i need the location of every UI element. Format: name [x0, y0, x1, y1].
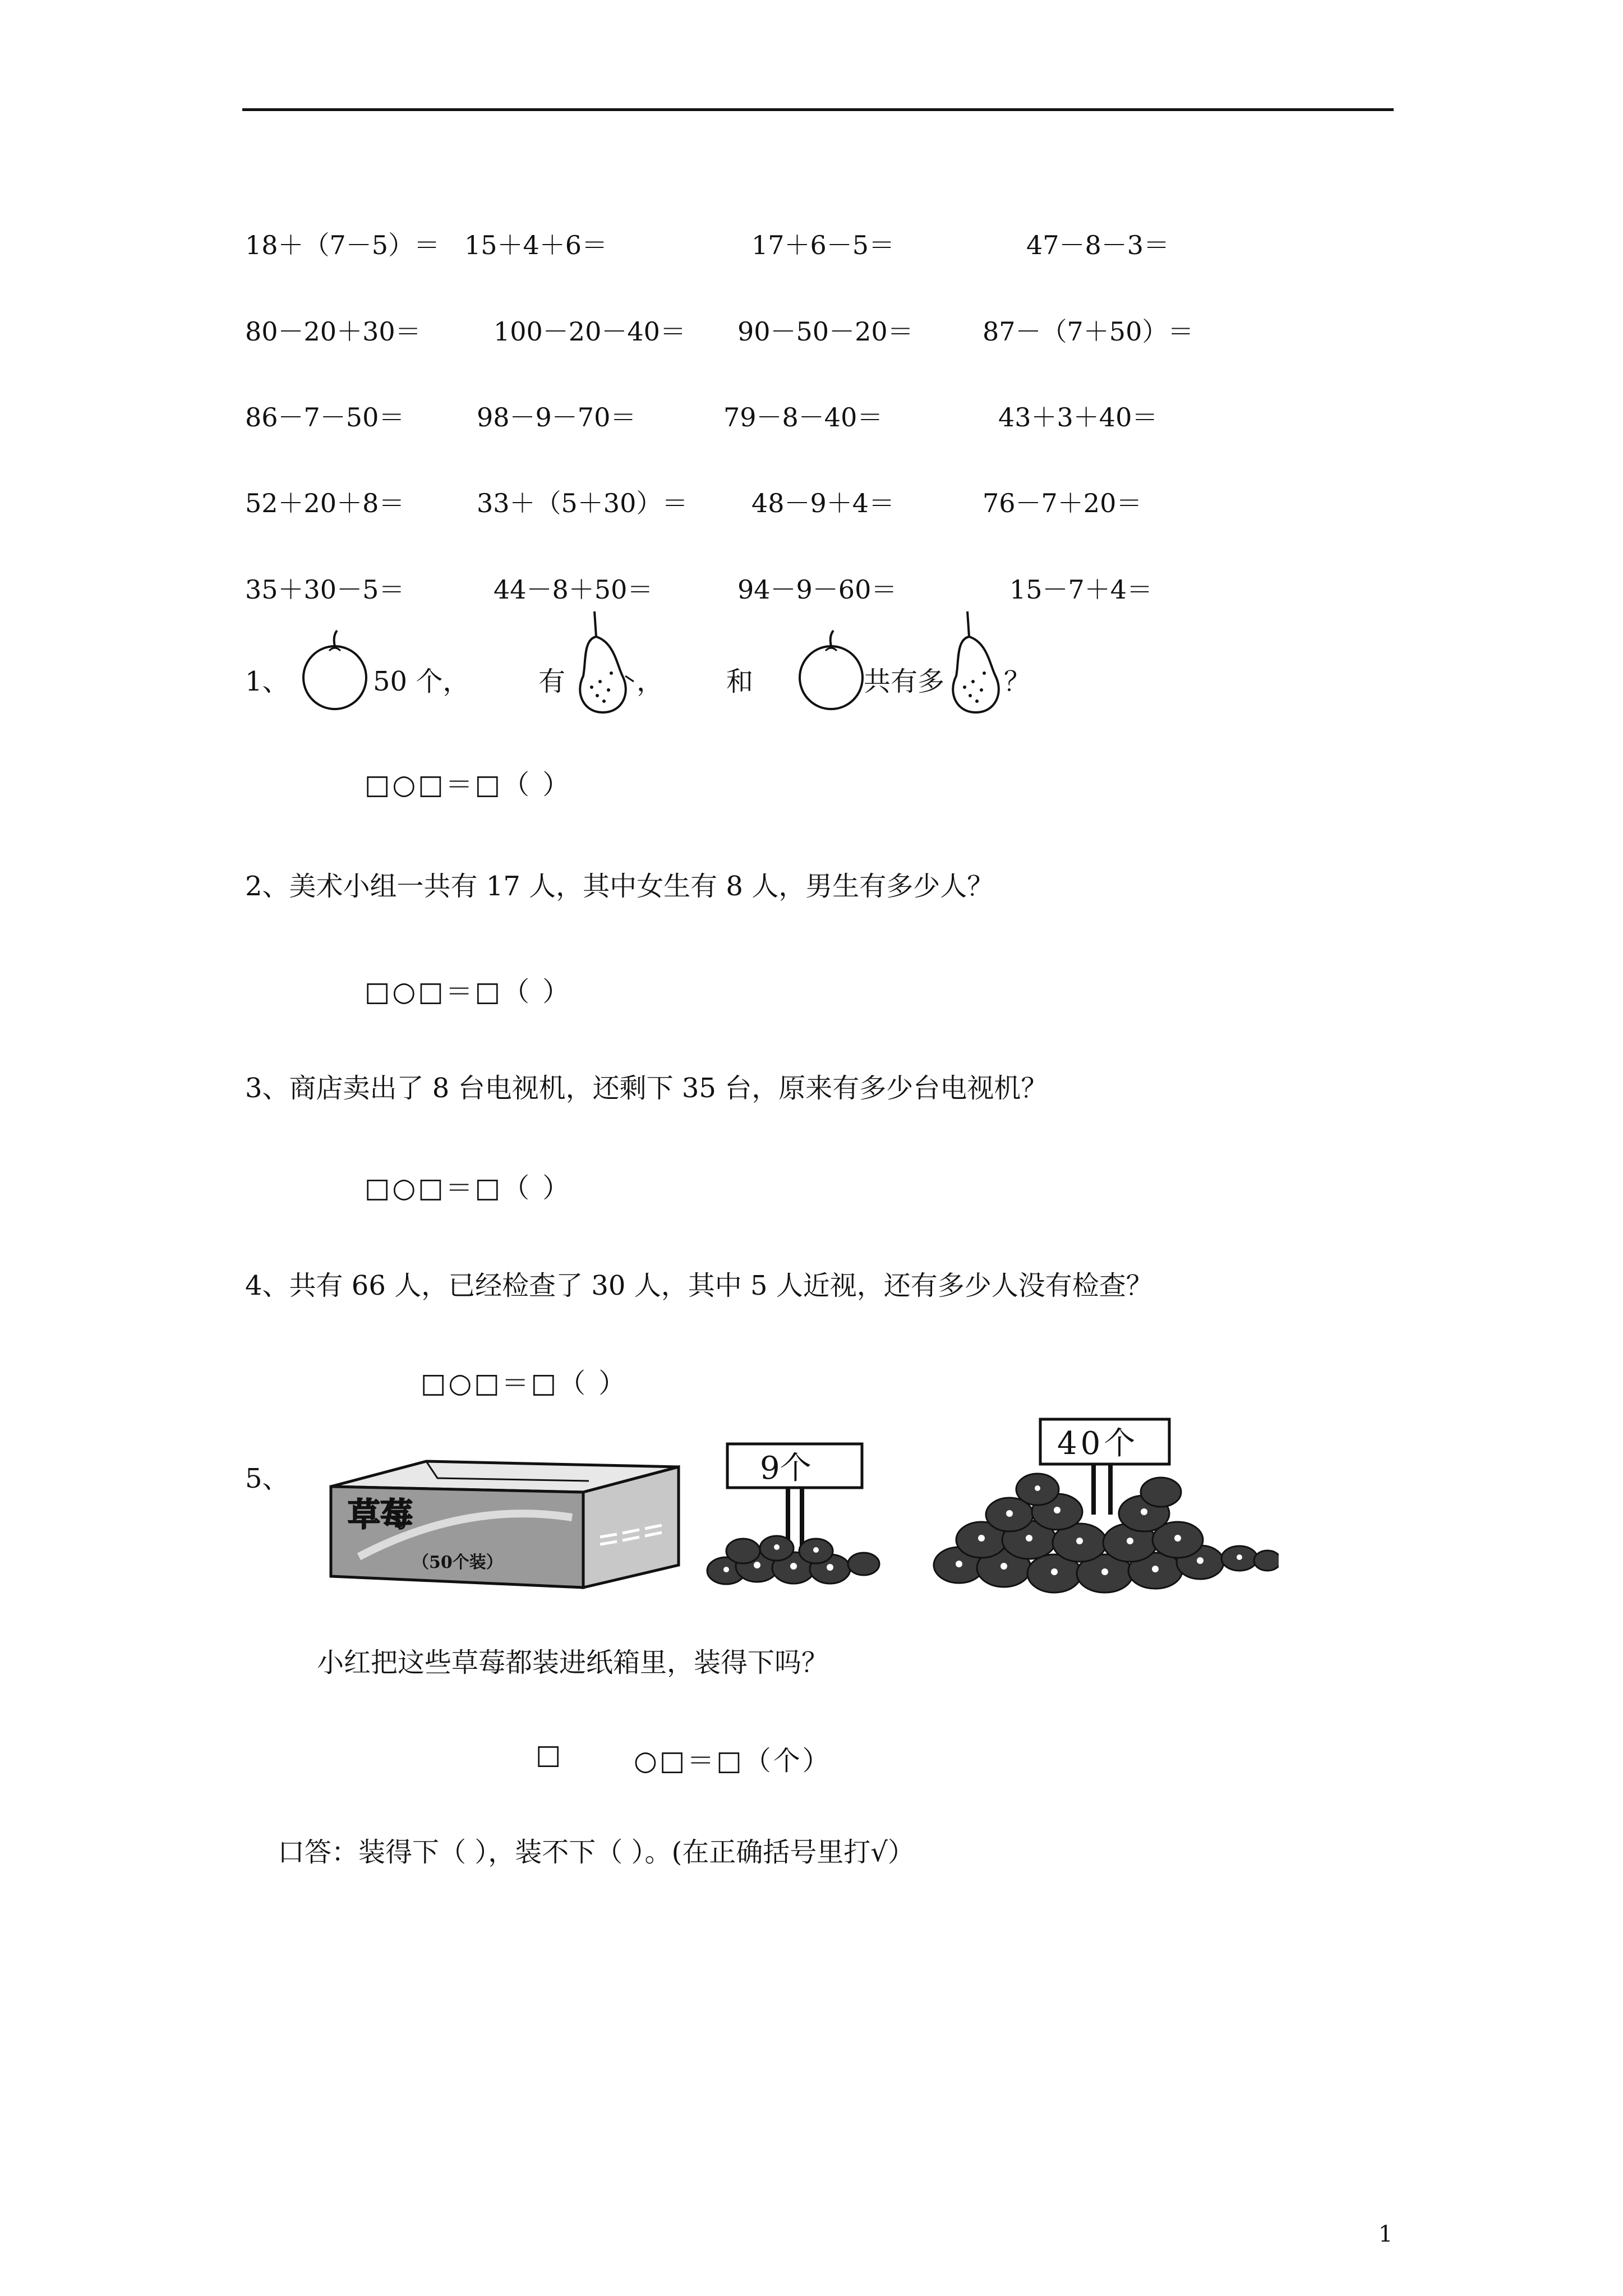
question-text: 2、美术小组一共有 17 人，其中女生有 8 人，男生有多少人？ [245, 871, 994, 902]
pear-icon [942, 609, 1009, 718]
calculation-item: 80－20＋30＝ [245, 316, 421, 347]
calculation-item: 94－9－60＝ [737, 574, 897, 605]
calculation-item: 35＋30－5＝ [245, 574, 405, 605]
calculation-item: 100－20－40＝ [494, 316, 686, 347]
answer-formula: □○□＝□（ ） [365, 976, 572, 1007]
calculation-item: 98－9－70＝ [477, 402, 637, 432]
q1-text-question-mark: ？ [1004, 666, 1031, 697]
calculation-item: 17＋6－5＝ [751, 230, 895, 260]
answer-formula: □○□＝□（ ） [365, 769, 572, 800]
question-text: 3、商店卖出了 8 台电视机，还剩下 35 台，原来有多少台电视机？ [245, 1073, 1048, 1104]
sign-large-label: 40个 [1057, 1425, 1139, 1462]
apple-icon [300, 628, 370, 712]
question-text: 4、共有 66 人，已经检查了 30 人，其中 5 人近视，还有多少人没有检查？ [245, 1270, 1153, 1301]
answer-formula: □○□＝□（ ） [365, 1172, 572, 1204]
calculation-item: 90－50－20＝ [737, 316, 914, 347]
q1-text-count: 50 个， [373, 666, 470, 697]
q1-text-comma: ， [637, 666, 664, 697]
answer-formula: ○□＝□（个） [634, 1745, 832, 1777]
calculation-item: 33＋（5＋30）＝ [477, 488, 688, 518]
calculation-item: 76－7＋20＝ [983, 488, 1142, 518]
question-number: 5、 [245, 1463, 289, 1494]
calculation-item: 79－8－40＝ [723, 402, 883, 432]
small-strawberry-pile [704, 1436, 883, 1590]
calculation-item: 86－7－50＝ [245, 402, 405, 432]
question-text: 小红把这些草莓都装进纸箱里，装得下吗？ [317, 1647, 829, 1678]
box-note: （50个装） [412, 1553, 503, 1572]
pear-icon [569, 609, 637, 718]
calculation-item: 15＋4＋6＝ [464, 230, 608, 260]
answer-box: □ [536, 1739, 564, 1770]
strawberry-box-illustration [325, 1456, 684, 1590]
apple-icon [796, 628, 866, 712]
question-number: 1、 [245, 666, 289, 697]
answer-formula: □○□＝□（ ） [421, 1368, 628, 1399]
calculation-item: 47－8－3＝ [1026, 230, 1170, 260]
large-strawberry-pile [925, 1414, 1279, 1604]
calculation-item: 48－9＋4＝ [751, 488, 895, 518]
q1-text-total: 共有多 [864, 666, 945, 697]
page-number: 1 [1378, 2221, 1393, 2247]
box-title: 草莓 [348, 1496, 413, 1534]
q1-text-and: 和 [726, 666, 754, 697]
calculation-item: 87－（7＋50）＝ [983, 316, 1194, 347]
calculation-item: 15－7＋4＝ [1009, 574, 1153, 605]
calculation-item: 52＋20＋8＝ [245, 488, 405, 518]
strawberries [707, 1536, 879, 1584]
header-rule [242, 108, 1394, 111]
sign-small-label: 9个 [760, 1450, 811, 1487]
calculation-item: 18＋（7－5）＝ [245, 230, 440, 260]
oral-answer: 口答：装得下（ ），装不下（ ）。(在正确括号里打√） [278, 1837, 915, 1868]
calculation-item: 44－8＋50＝ [494, 574, 653, 605]
calculation-item: 43＋3＋40＝ [998, 402, 1158, 432]
q1-text-has: 有 [538, 666, 566, 697]
